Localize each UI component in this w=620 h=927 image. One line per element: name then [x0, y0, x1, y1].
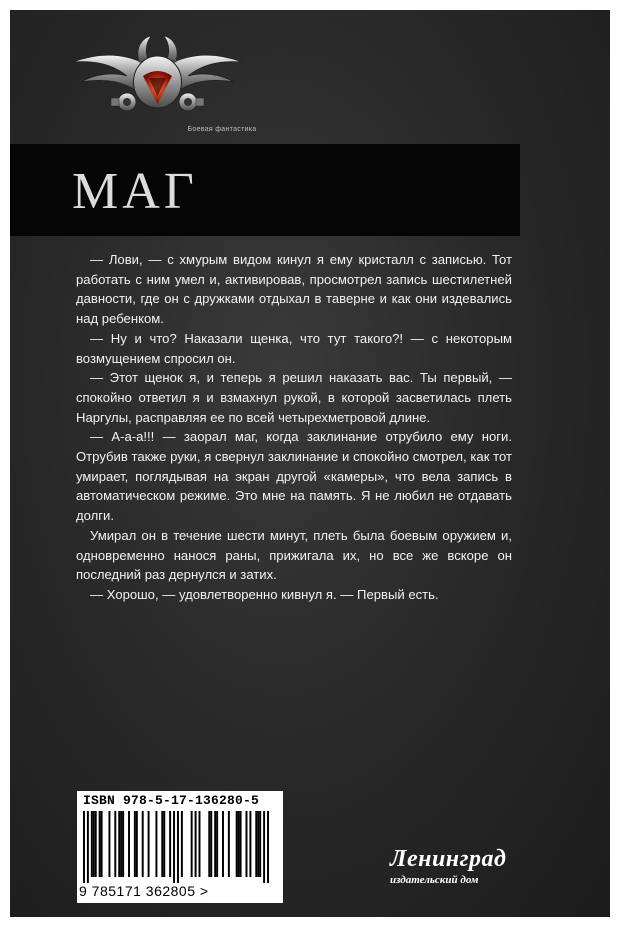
barcode-bar	[255, 811, 257, 877]
barcode-bar	[91, 811, 93, 877]
barcode-bar	[136, 811, 138, 877]
barcode-bar	[263, 811, 265, 883]
publisher-subtitle: издательский дом	[390, 874, 479, 886]
barcode-bar	[118, 811, 120, 877]
book-back-cover	[10, 10, 610, 917]
barcode-bar	[240, 811, 242, 877]
barcode-bar	[222, 811, 224, 877]
barcode-bar	[148, 811, 150, 877]
barcode-bar	[122, 811, 124, 877]
barcode-bar	[195, 811, 197, 877]
barcode-bar	[120, 811, 122, 877]
publisher-logo	[384, 842, 524, 894]
barcode-bar	[181, 811, 183, 877]
barcode-bar	[99, 811, 101, 877]
barcode-bar	[246, 811, 248, 877]
barcode-bar	[214, 811, 216, 877]
barcode-bar	[142, 811, 144, 877]
barcode-bar	[87, 811, 89, 883]
barcode-bar	[199, 811, 201, 877]
barcode-bars	[83, 811, 269, 883]
excerpt-paragraph: — А-а-а!!! — заорал маг, когда заклинание отрубило ему ноги. Отрубив также руки, я свернул заклинание и спокойно смотрел, как тот умирает, поглядывая на экран другой «камеры», что вела запись в автоматическом режиме. Это мне на память. Я не любил не отдавать долги.	[76, 429, 512, 524]
barcode-bar	[257, 811, 259, 877]
barcode-bar	[208, 811, 210, 877]
barcode-bar	[216, 811, 218, 877]
barcode-bar	[83, 811, 85, 883]
barcode-bar	[161, 811, 163, 877]
excerpt-paragraph: — Этот щенок я, и теперь я решил наказать вас. Ты первый, — спокойно ответил я и взмахнул рукой, в которой засветилась плеть Наргулы, расправляя ее по всей четырехметровой длине.	[76, 370, 512, 425]
barcode-bar	[95, 811, 97, 877]
publisher-name: Ленинград	[390, 846, 507, 872]
barcode-bar	[169, 811, 171, 877]
barcode-bar	[163, 811, 165, 877]
book-title: МАГ	[72, 163, 198, 220]
series-logo	[65, 32, 257, 133]
excerpt-paragraph: — Лови, — с хмурым видом кинул я ему кристалл с записью. Тот работать с ним умел и, активировав, просмотрел запись шестилетней давности, где он с дружками отдыхал в таверне и как они издевались над ребенком.	[76, 252, 512, 327]
barcode-bar	[155, 811, 157, 877]
series-logo-caption: Боевая фантастика	[187, 126, 257, 133]
barcode-bar	[228, 811, 230, 877]
excerpt-paragraph: — Ну и что? Наказали щенка, что тут такого?! — с некоторым возмущением спросил он.	[76, 330, 512, 366]
barcode-bar	[93, 811, 95, 877]
excerpt-paragraph: — Хорошо, — удовлетворенно кивнул я. — Первый есть.	[90, 586, 439, 602]
barcode-bar	[259, 811, 261, 877]
excerpt-paragraph: Умирал он в течение шести минут, плеть была боевым оружием и, одновременно нанося раны, прижигала их, но все же вскоре он последний раз дернулся и затих.	[76, 527, 512, 583]
winged-skull-emblem-icon	[65, 32, 250, 132]
barcode-bar	[128, 811, 130, 877]
barcode-bar	[173, 811, 175, 883]
barcode-bar	[108, 811, 110, 877]
barcode-bar	[177, 811, 179, 883]
title-band	[10, 144, 520, 236]
barcode-bar	[249, 811, 251, 877]
barcode-bar	[101, 811, 103, 877]
isbn-barcode-block	[77, 791, 283, 903]
barcode-bar	[114, 811, 116, 877]
barcode-bar	[210, 811, 212, 877]
barcode-bar	[267, 811, 269, 883]
excerpt-text	[76, 250, 512, 605]
barcode-digits: 9 785171 362805 >	[79, 883, 209, 899]
barcode-bar	[238, 811, 240, 877]
barcode-bar	[236, 811, 238, 877]
isbn-label: ISBN 978-5-17-136280-5	[83, 793, 260, 808]
barcode-bar	[191, 811, 193, 877]
barcode-bar	[134, 811, 136, 877]
